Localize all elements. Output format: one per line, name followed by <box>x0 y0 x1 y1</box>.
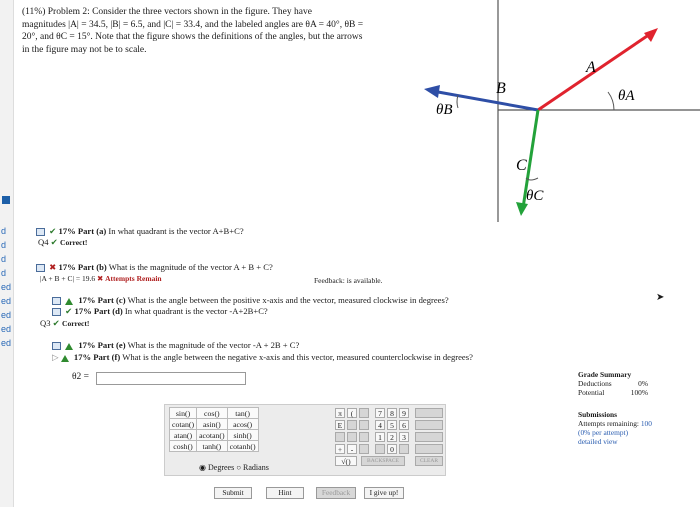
fn-acos[interactable]: acos() <box>227 419 258 430</box>
problem-line: magnitudes |A| = 34.5, |B| = 6.5, and |C| = 33.4, and the labeled angles are θA = 40°, θB = <box>22 19 364 30</box>
part-d-row[interactable] <box>52 306 268 317</box>
expand-icon[interactable] <box>52 308 61 316</box>
potential-row <box>578 388 648 397</box>
angle-c-label: θC <box>526 188 544 204</box>
warning-icon <box>65 298 73 305</box>
cursor-pointer: ➤ <box>656 292 665 303</box>
part-f-variable: θ2 = <box>72 372 90 382</box>
deductions-row <box>578 379 648 388</box>
fn-tanh[interactable]: tanh() <box>197 441 228 452</box>
part-d-answer-row <box>40 318 89 329</box>
part-b-label: 17% Part (b) <box>58 262 107 272</box>
fn-tan[interactable]: tan() <box>227 408 258 419</box>
part-b-status: Attempts Remain <box>105 274 162 283</box>
attempts-row <box>578 419 662 428</box>
key-0[interactable]: 0 <box>387 444 397 454</box>
backspace-key[interactable]: BACKSPACE <box>361 456 405 466</box>
submit-button[interactable]: Submit <box>214 487 252 499</box>
part-a-label: 17% Part (a) <box>58 226 107 236</box>
part-c-question: What is the angle between the positive x-axis and the vector, measured clockwise in degrees? <box>127 295 449 305</box>
part-c-row[interactable] <box>52 295 449 306</box>
warning-icon <box>61 355 69 362</box>
part-b-answer: |A + B + C| = 19.6 <box>40 274 96 283</box>
sidebar-item[interactable]: d <box>1 254 7 264</box>
sidebar-item[interactable]: d <box>1 226 7 236</box>
key-blank <box>359 432 369 442</box>
key-blank <box>359 408 369 418</box>
feedback-button[interactable]: Feedback <box>316 487 356 499</box>
expand-icon[interactable] <box>36 264 45 272</box>
check-icon: ✔ <box>49 226 57 236</box>
give-up-button[interactable]: I give up! <box>364 487 404 499</box>
part-b-question: What is the magnitude of the vector A + B + C? <box>108 262 273 272</box>
fn-cotan[interactable]: cotan() <box>170 419 197 430</box>
hint-button[interactable]: Hint <box>266 487 304 499</box>
left-sidebar <box>0 0 14 507</box>
key-5[interactable]: 5 <box>387 420 397 430</box>
sidebar-item[interactable]: ed <box>1 296 12 306</box>
vector-figure <box>418 0 700 222</box>
part-e-question: What is the magnitude of the vector -A + 2B + C? <box>127 340 300 350</box>
key-7[interactable]: 7 <box>375 408 385 418</box>
degrees-radio[interactable]: ◉ <box>199 463 206 472</box>
fn-cotanh[interactable]: cotanh() <box>227 441 258 452</box>
per-attempt: (0% per attempt) <box>578 428 629 437</box>
angle-b-label: θB <box>436 102 453 118</box>
key-blank <box>399 444 409 454</box>
part-b-row[interactable] <box>36 262 273 273</box>
check-icon: ✔ <box>65 306 73 316</box>
expand-icon[interactable] <box>52 297 61 305</box>
fn-cos[interactable]: cos() <box>197 408 228 419</box>
label-c: C <box>516 157 527 174</box>
part-b-feedback[interactable]: Feedback: is available. <box>314 276 383 285</box>
part-d-status: Correct! <box>62 319 90 328</box>
part-c-label: 17% Part (c) <box>78 295 126 305</box>
potential-value: 100% <box>630 388 648 397</box>
sidebar-item[interactable]: ed <box>1 324 12 334</box>
function-table <box>169 407 259 452</box>
expand-icon[interactable] <box>52 342 61 350</box>
part-d-question: In what quadrant is the vector -A+2B+C? <box>124 306 268 316</box>
vector-b-arrow <box>438 92 538 110</box>
key-blank <box>335 432 345 442</box>
x-icon: ✖ <box>49 262 57 272</box>
grade-summary <box>578 370 648 397</box>
deductions-label: Deductions <box>578 379 612 388</box>
key-open-paren[interactable]: ( <box>347 408 357 418</box>
key-blank <box>415 420 443 430</box>
deductions-value: 0% <box>638 379 648 388</box>
sidebar-item[interactable]: ed <box>1 310 12 320</box>
part-e-label: 17% Part (e) <box>78 340 126 350</box>
part-f-question: What is the angle between the negative x-axis and this vector, measured counterclockwise in degrees? <box>122 352 473 362</box>
vector-b-arrowhead <box>424 85 440 98</box>
key-3[interactable]: 3 <box>399 432 409 442</box>
check-icon: ✔ <box>50 237 58 247</box>
check-icon: ✔ <box>52 318 60 328</box>
label-a: A <box>586 59 596 76</box>
key-blank <box>415 432 443 442</box>
key-minus[interactable]: - <box>347 444 357 454</box>
sidebar-marker <box>2 196 10 204</box>
problem-statement <box>22 6 402 56</box>
key-blank <box>415 408 443 418</box>
radians-label: Radians <box>243 463 269 472</box>
part-e-row[interactable] <box>52 340 299 351</box>
part-d-answer: Q3 <box>40 318 51 328</box>
problem-line: 20°, and θC = 15°. Note that the figure shows the definitions of the angles, but the arrows <box>22 32 363 42</box>
key-8[interactable]: 8 <box>387 408 397 418</box>
fn-sin[interactable]: sin() <box>170 408 197 419</box>
warning-icon <box>65 343 73 350</box>
sidebar-item[interactable]: ed <box>1 338 12 348</box>
sidebar-item[interactable]: ed <box>1 282 12 292</box>
x-icon: ✖ <box>96 274 104 283</box>
main-content <box>18 0 700 507</box>
key-2[interactable]: 2 <box>387 432 397 442</box>
key-blank <box>359 444 369 454</box>
key-blank <box>347 420 357 430</box>
key-1[interactable]: 1 <box>375 432 385 442</box>
label-b: B <box>496 80 506 97</box>
fn-cosh[interactable]: cosh() <box>170 441 197 452</box>
submissions-summary <box>578 410 662 446</box>
part-d-label: 17% Part (d) <box>74 306 123 316</box>
problem-line: (11%) Problem 2: Consider the three vectors shown in the figure. They have <box>22 7 312 17</box>
part-a-status: Correct! <box>60 238 88 247</box>
calculator <box>164 404 446 476</box>
part-a-answer-row <box>38 237 87 248</box>
attempts-value: 100 <box>640 419 652 428</box>
vector-c-arrowhead <box>516 202 528 216</box>
vector-a-arrowhead <box>644 28 658 42</box>
part-f-label: 17% Part (f) <box>73 352 121 362</box>
key-9[interactable]: 9 <box>399 408 409 418</box>
angle-b-arc <box>457 95 458 108</box>
sidebar-item[interactable]: d <box>1 268 7 278</box>
fn-atan[interactable]: atan() <box>170 430 197 441</box>
answer-input[interactable] <box>96 372 246 385</box>
key-sqrt[interactable]: √() <box>335 456 357 466</box>
key-plus[interactable]: + <box>335 444 345 454</box>
key-blank <box>415 444 443 454</box>
fn-acotan[interactable]: acotan() <box>197 430 228 441</box>
part-f-row[interactable] <box>52 352 473 363</box>
angle-a-arc <box>608 92 614 110</box>
grade-summary-title: Grade Summary <box>578 370 632 379</box>
angle-mode <box>199 463 269 472</box>
attempts-label: Attempts remaining: <box>578 419 639 428</box>
expand-icon[interactable] <box>36 228 45 236</box>
key-pi[interactable]: π <box>335 408 345 418</box>
potential-label: Potential <box>578 388 605 397</box>
fn-asin[interactable]: asin() <box>197 419 228 430</box>
problem-line: in the figure may not be to scale. <box>22 44 147 55</box>
fn-sinh[interactable]: sinh() <box>227 430 258 441</box>
key-blank <box>359 420 369 430</box>
radians-radio[interactable]: ○ <box>236 463 242 472</box>
part-b-answer-row <box>40 273 162 284</box>
part-a-row[interactable] <box>36 226 244 237</box>
degrees-label: Degrees <box>207 463 235 472</box>
play-icon: ▷ <box>52 352 59 362</box>
angle-a-label: θA <box>618 88 635 104</box>
key-blank <box>375 444 385 454</box>
part-a-answer: Q4 <box>38 237 49 247</box>
key-blank <box>347 432 357 442</box>
detailed-view-link[interactable]: detailed view <box>578 437 618 446</box>
submissions-title: Submissions <box>578 410 618 419</box>
sidebar-item[interactable]: d <box>1 240 7 250</box>
clear-key[interactable]: CLEAR <box>415 456 443 466</box>
key-4[interactable]: 4 <box>375 420 385 430</box>
key-6[interactable]: 6 <box>399 420 409 430</box>
part-a-question: In what quadrant is the vector A+B+C? <box>108 226 244 236</box>
key-e[interactable]: E <box>335 420 345 430</box>
